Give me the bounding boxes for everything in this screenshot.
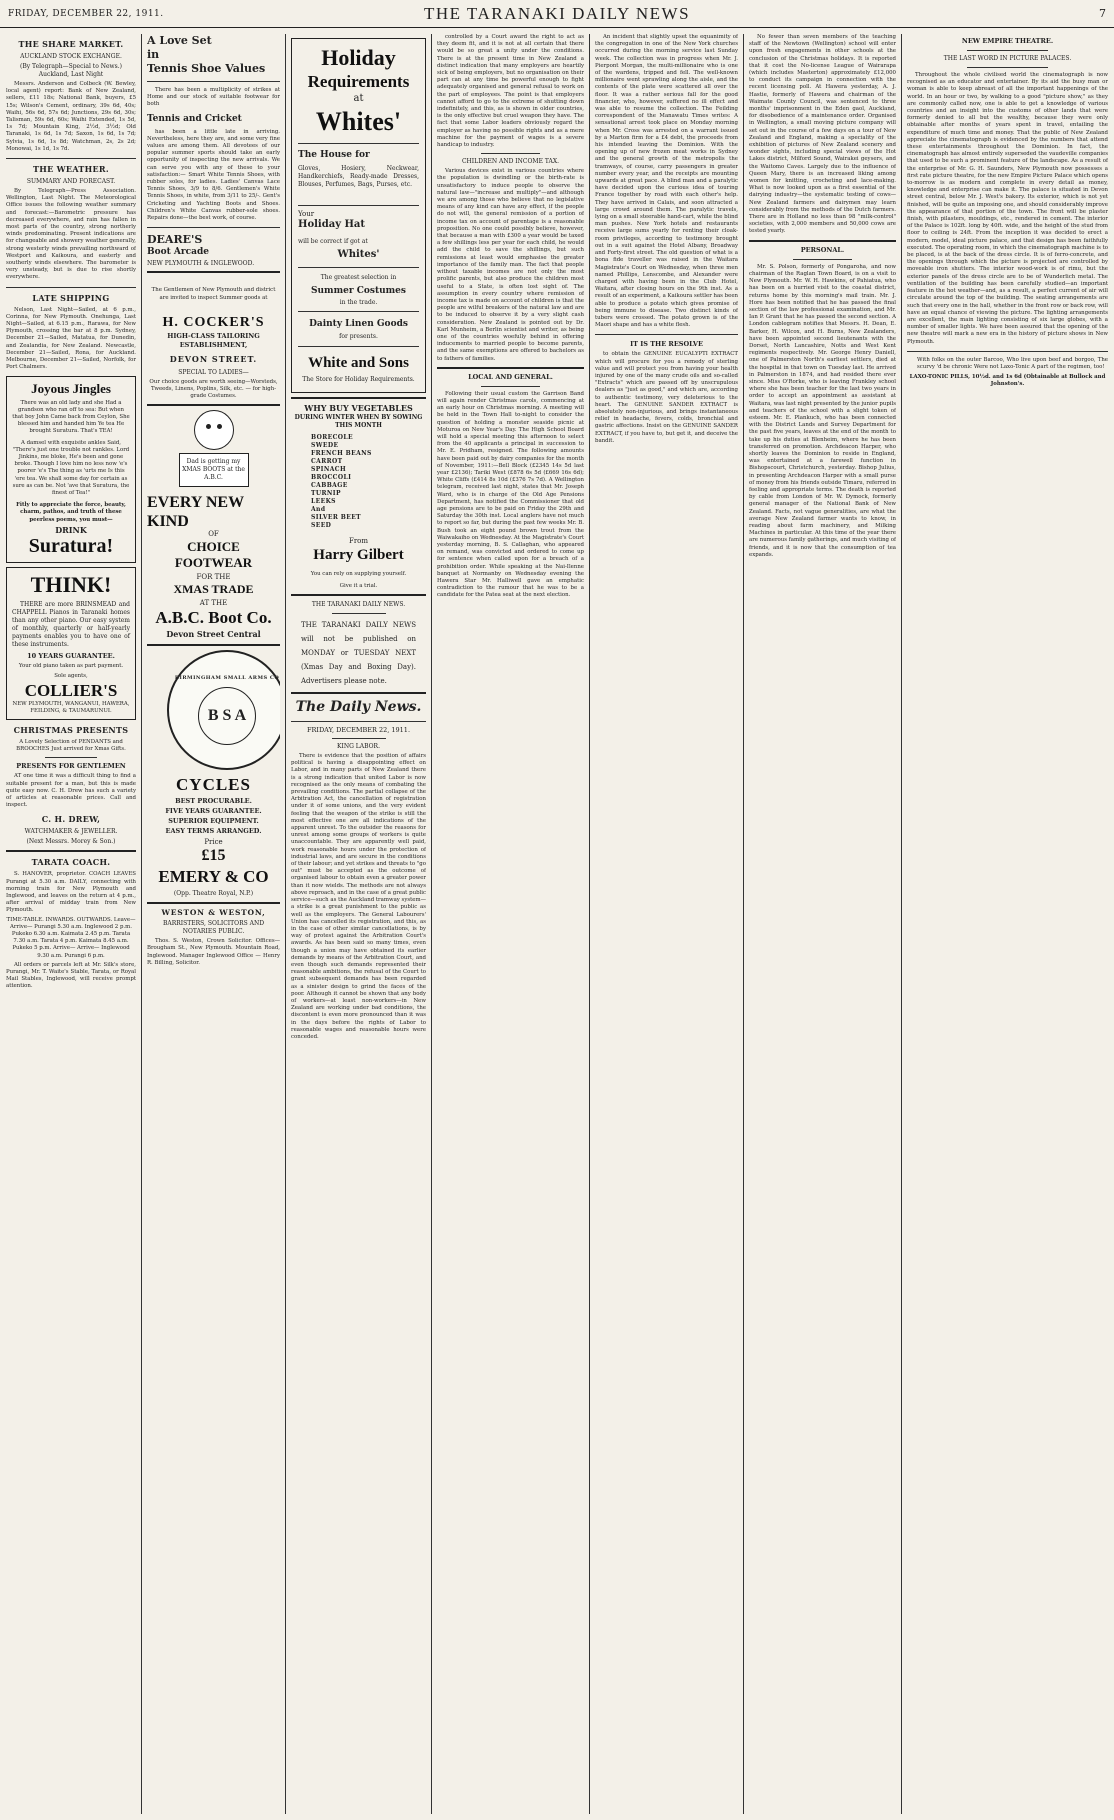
divider <box>907 351 1108 352</box>
harry-gilbert-name: Harry Gilbert <box>313 547 404 564</box>
bsa-guarantee: FIVE YEARS GUARANTEE. <box>165 807 262 816</box>
abc-every-new-kind: EVERY NEW KIND <box>147 494 244 531</box>
cricket-heading: Tennis and Cricket <box>147 113 242 124</box>
pianos-trade-in: Your old piano taken as part payment. <box>18 663 124 670</box>
seed-list-item: BROCCOLI <box>311 474 352 482</box>
tennis-heading-line: A Love Set <box>147 34 212 47</box>
cocker-special: SPECIAL TO LADIES— <box>178 368 249 376</box>
divider <box>967 50 1047 51</box>
deares-name: DEARE'S <box>147 233 203 247</box>
bsa-price: £15 <box>201 847 226 865</box>
tennis-heading-line: in <box>147 48 160 61</box>
boy-illustration-icon <box>194 410 234 450</box>
think-heading: THINK! <box>30 571 112 597</box>
column-rule <box>589 34 590 1814</box>
cricket-copy: has been a little late in arriving. Nevertheless, here they are, and some very fine values are among them. All devotees of our popular summer sports should take an early opportunity of inspecting the new arrivals. We can serve you with any of these to your satisfaction:— Smart White Tennis Shoes, with rubber soles, for ladies. Ladies' Canvas Lace Tennis Shoes, 3/9 to 8/6. Gentlemen's White Tennis Shoes, in white, from 3/11 to 25/-. Gent's Cricketing and Yachting Boots and Shoes. Children's White Canvas rubber-sole shoes. Repairs done—the best work, of course. <box>147 128 280 222</box>
cocker-name: H. COCKER'S <box>162 314 265 330</box>
shipping-report: Nelson, Last Night—Sailed, at 6 p.m., Corinna, for New Plymouth. Onehunga, Last Night—Sailed, at 6.15 p.m., Rarawa, for New Plymouth, crossing the bar at 8 p.m. Sydney, December 21—Sailed, Matatua, for Dunedin, and Zealandia, for New Zealand. Newcastle, December 21—Sailed, Rona, for Auckland. Melbourne, December 21—Sailed, Norfolk, for Port Chalmers. <box>6 306 136 371</box>
seed-list-item: CABBAGE <box>311 482 348 490</box>
colliers-towns: NEW PLYMOUTH, WANGANUI, HAWERA, FEILDING, & TAUMARUNUI. <box>12 700 130 714</box>
column-3 <box>291 34 426 1814</box>
seeds-tagline: You can rely on supplying yourself. <box>310 571 407 578</box>
tennis-heading-line: Tennis Shoe Values <box>147 62 266 75</box>
sander-extract-copy: to obtain the GENUINE EUCALYPTI EXTRACT which will procure for you a remedy of sterling value and will protect you from having your health injured by one of the many crude oils and so-called "Extracts" which are passed off by unscrupulous dealers as "just as good," and which are, according to authentic testimony, very deleterious to the heart. The GENUINE SANDER EXTRACT is absolutely non-injurious, and brings instantaneous relief in headache, fevers, colds, bronchial and gastric affections. Insist on the GENUINE SANDER EXTRACT, if you have to, but get it, and deceive the bandit. <box>595 351 738 444</box>
coach-service-copy: S. HANOVER, proprietor. COACH LEAVES Purangi at 5.30 a.m. DAILY, connecting with morning train for New Plymouth and Inglewood, and leaves on the return at 4 p.m., after arrival of midday train from New Plymouth. <box>6 871 136 914</box>
jingles-verse: A damsel with exquisite ankles Said, "There's just one trouble not rankles. Lord Jinkins, me bloke, He's been and gone broke. Though I love him no less now 'e's poorer 'e's The thing as 'urts me Is this 'ere tea. We shall some day for certain as sure as can be. Not 'ave that Suratura, the finest of Tea!" <box>12 439 130 496</box>
divider <box>291 594 426 596</box>
leader-continued: controlled by a Court award the right to act as they deem fit, and it is not at all certain that there would be so great a unity under the conditions. There is at the present time in New Zealand a distinct indication that many employers are heartily sick of being employers, but no organisation on their part can at any time be powerful enough to fight adequately organised and general refusal to work on the part of employees. The point is that employers cannot afford to go to the extreme of shutting down indefinitely, and this, as is shown in older countries, is the only effective but cruel weapon they have. The fact that some Labor leaders obviously regard the employer as having no possible rights and as a mere machine for the payment of wages is a severe handicap to industry. <box>437 34 584 149</box>
whites-advertisement <box>291 38 426 393</box>
drew-name: C. H. DREW, <box>41 814 101 825</box>
column-rule <box>141 34 142 1814</box>
whites-linen: Dainty Linen Goods <box>309 318 408 329</box>
bsa-logo-icon <box>167 650 280 770</box>
emery-name: EMERY & CO <box>158 867 269 887</box>
abc-boot-co-name: A.B.C. Boot Co. <box>155 608 272 628</box>
cocker-copy: Our choice goods are worth seeing—Worsteds, Tweeds, Linens, Poplins, Silk, etc. — for high-grade Costumes. <box>149 378 278 400</box>
column-rule <box>901 34 902 1814</box>
news-items: No fewer than seven members of the teaching staff of the Newtown (Wellington) school will enter upon fresh engagements in other schools at the conclusion of the Christmas holidays. It is reported that it cost the No-license League of Wairarapa (which includes Masterton) approximately £12,000 to conduct its campaign in connection with the recent licensing poll. At Hawera yesterday, A. J. Hastie, formerly of Hawera and chairman of the Waimate County Council, was sentenced to three months' imprisonment in the Eden gaol, Auckland, for disobedience of a maintenance order. Organised in Wellington, a small moving picture company will set out in the course of a few days on a tour of New Zealand and England, making a speciality of the exhibition of pictures of New Zealand scenery and wonder sights, including special views of the Hot Lakes district, Milford Sound, Wairakei geysers, and the Waitomo Caves. Largely due to the influence of Queen Mary, there is an increased liking among women for knitting, crocheting and lace-making. What is now looked upon as a first essential of the dairying industry—the systematic testing of cows—New Zealand farmers and dairymen may learn considerably from the methods of the Dutch farmers. There are in Holland no less than 98 "milk-control" societies, with 2,000 members and 50,000 cows are tested yearly. <box>749 34 896 235</box>
daily-news-nameplate: The Daily News. <box>295 698 422 715</box>
divider <box>298 311 419 312</box>
abc-footwear: FOOTWEAR <box>174 554 253 570</box>
divider <box>291 721 426 722</box>
pianos-guarantee: 10 YEARS GUARANTEE. <box>27 651 115 660</box>
seed-list-item: SWEDE <box>311 442 339 450</box>
page-number: 7 <box>1098 7 1106 20</box>
column-1 <box>6 34 136 1814</box>
income-tax-article: Various devices exist in various countries where the population is dwindling or the birth-rate is unsatisfactory to induce people to observe the natural law—"increase and multiply"—and although we are among those who believe that no legislative means of any kind can have any effect, if the people do not will, the general remission of a portion of income tax on account of parentage is a reasonable proposition. No one could possibly believe, however, that because a man with £300 a year would be taxed a few shillings less per year for each child, he would add the child to save the shillings, but such remissions at least would emphasise the greater importance of the family man. The fact that people without taxable incomes are not only the most prolific parents, but also produce the children most useful to a State, is often lost sight of. The assumption in every country where remission of income tax is made on account of children is that the people are wilful breakers of the natural law and are to be induced to observe it by a very slight cash consideration. New Zealand is pointed out by Dr. Karl Munheim, a Berlin scientist and writer, as being one of the countries woefully behind in offering inducements to married people to become parents, and the same exemptions are offered to bachelors as to fathers of families. <box>437 168 584 362</box>
holiday-notice-copy: THE TARANAKI DAILY NEWS will not be published on MONDAY or TUESDAY NEXT (Xmas Day and Boxing Day). Advertisers please note. <box>301 620 416 685</box>
whites-hat-copy: will be correct if got at <box>298 238 368 246</box>
divider <box>147 404 280 406</box>
column-4 <box>437 34 584 1814</box>
column-7 <box>907 34 1108 1814</box>
tennis-copy: There has been a multiplicity of strikes at Home and our stock of suitable footwear for both <box>147 87 280 108</box>
whites-name: Whites' <box>315 107 402 136</box>
share-market-byline: (By Telegraph—Special to News.) Auckland, Last Night <box>20 63 122 78</box>
divider <box>147 81 280 82</box>
pianos-agents-label: Sole agents, <box>54 673 88 680</box>
bsa-letters: B S A <box>198 687 256 745</box>
divider <box>298 346 419 347</box>
column-2 <box>147 34 280 1814</box>
seed-list-item: BORECOLE <box>311 434 353 442</box>
bsa-cycles-advertisement <box>147 650 280 898</box>
divider <box>332 738 386 739</box>
gilbert-seeds-advertisement <box>291 403 426 590</box>
local-general-heading: LOCAL AND GENERAL. <box>468 372 553 381</box>
divider <box>291 397 426 399</box>
white-and-sons-tagline: The Store for Holiday Requirements. <box>302 376 415 384</box>
divider <box>147 644 280 646</box>
theatre-subheading: THE LAST WORD IN PICTURE PALACES. <box>943 55 1072 62</box>
drew-address: (Next Messrs. Morey & Son.) <box>26 838 116 846</box>
whites-holiday-hat: Holiday Hat <box>298 219 366 231</box>
white-and-sons: White and Sons <box>308 355 409 372</box>
seeds-from: From <box>348 537 369 546</box>
weston-details: Thos. S. Weston, Crown Solicitor. Offices—Brougham St., New Plymouth. Mountain Road, Inglewood. Manager Inglewood Office — Henry R. Billing, Solicitor. <box>147 938 280 966</box>
whites-house-for: The House for <box>298 150 370 160</box>
abc-sign: Dad is getting my XMAS BOOTS at the A.B.C. <box>179 453 249 487</box>
whites-holiday: Holiday <box>321 45 396 70</box>
coach-timetable: TIME-TABLE. INWARDS. OUTWARDS. Leave— Arrive— Purangi 5.30 a.m. Inglewood 2 p.m. Pukeko 6.30 a.m. Kaimata 2.45 p.m. Tarata 7.30 a.m. Tarata 4 p.m. Kaimata 8.45 a.m. Pukeko 5 p.m. Arrive— Arrive— Inglewood 9.30 a.m. Purangi 6 p.m. <box>6 916 136 959</box>
whites-at: at <box>353 93 364 104</box>
cocker-subtitle: HIGH-CLASS TAILORING ESTABLISHMENT, <box>167 331 260 349</box>
drew-trade: WATCHMAKER & JEWELLER. <box>24 828 118 836</box>
divider <box>298 205 419 206</box>
xmas-presents-copy: A Lovely Selection of PENDANTS and BROOCHES Just arrived for Xmas Gifts. <box>16 738 126 753</box>
whites-costume-trade: in the trade. <box>339 298 378 306</box>
emery-address: (Opp. Theatre Royal, N.P.) <box>173 890 254 898</box>
leader-heading: KING LABOR. <box>337 743 380 751</box>
abc-of: OF <box>208 530 219 539</box>
abc-at-the: AT THE <box>199 598 228 607</box>
weather-report: By Telegraph—Press Association. Wellington, Last Night. The Meteorological Office issues the following weather summary and forecast:—Barometric pressure has decreased everywhere, and rain has fallen in most parts of the country, strong northerly winds predominating. Present indications are for changeable and showery weather generally, strong westerly winds prevailing northward of Westport and Kaikoura, and easterly and southerly winds elsewhere. The barometer is very unsteady, but is due to rise shortly everywhere. <box>6 188 136 281</box>
deares-subtitle: Boot Arcade <box>147 247 209 258</box>
tennis-heading <box>147 34 280 76</box>
divider <box>147 902 280 904</box>
divider <box>332 613 386 614</box>
divider <box>6 850 136 852</box>
bsa-equipment: SUPERIOR EQUIPMENT. <box>168 817 259 826</box>
suratura-advertisement <box>6 376 136 563</box>
divider <box>481 386 540 387</box>
shipping-heading: LATE SHIPPING <box>32 292 110 303</box>
jingles-tagline: Fitly to appreciate the force, beauty, charm, pathos, and truth of these peerless poems, you must— <box>16 502 126 523</box>
divider <box>291 692 426 694</box>
seeds-trial: Give it a trial. <box>339 582 378 589</box>
seed-list-item: SEED <box>311 522 332 530</box>
newspaper-title: THE TARANAKI DAILY NEWS <box>423 3 691 23</box>
column-rule <box>431 34 432 1814</box>
divider <box>147 271 280 273</box>
column-6 <box>749 34 896 1814</box>
seeds-heading: WHY BUY VEGETABLES <box>304 403 413 414</box>
divider <box>298 267 419 268</box>
resolve-heading: IT IS THE RESOLVE <box>630 340 703 349</box>
leader-article: There is evidence that the position of affairs political is having a disappointing effect on Labor, and in many parts of New Zealand there is a strong indication that united Labor is now recognised as the only means of combating the prevailing conditions. The partial collapse of the Arbitration Act, the cancellation of registration under it of some unions, and the very evident feeling that the weapon of the strike is still the most effective one are all indications of the apparent unrest. To the outsider the reasons for unrest among some groups of workers is quite unaccountable. They are apparently well paid, work reasonable hours under the protection of industrial laws, and are secure in the conditions of their labour; and yet strikes and threats to "go out" must be accepted as the outcome of organised labour to obtain even a greater power than it now wields. The methods are not always above reproach, and in the case of a great public service—such as the Auckland tramway system—a strike is a great punishment to the public as well as the employers. The General Labourers' Union has cancelled its registration, and this, as in the case of other similar cancellations, is by way of protest against the Arbitration Court's awards. As has been said so many times, even though a union may have obtained its earlier demands by means of the Arbitration Court, and even though such demands represented their reasonable ambitions, the refusal of the Court to grant subsequent demands has been regarded as a sinister design to grind the faces of the poor. Although it cannot be shown that any body of workers—at least non-workers—in New Zealand are working under bad conditions, the discontent is even more pronounced than it was in the days before the rights of Labor to reasonable wages and reasonable hours were conceded. <box>291 753 426 1040</box>
pianos-advertisement <box>6 567 136 720</box>
holiday-notice-heading: THE TARANAKI DAILY NEWS. <box>311 600 406 608</box>
jingles-heading: Joyous Jingles <box>31 380 111 396</box>
share-market-report: Messrs. Anderson and Colbeck (W. Bewley, local agent) report: Bank of New Zealand, sellers, £11 18s; National Bank, buyers, £5 15s; Wilson's Cement, ordinary, 39s 6d, 40s; Waihi, 56s 6d, 57s 6d; Junctions, 29s 6d, 30s; Talisman, 59s 6d, 60s; Waihi Extended, 1s 5d, 1s 7d; Mountain King, 2½d, 3½d; Old Taranaki, 1s 6d, 1s 7d; Saxon, 1s 6d, 1s 7d; Sylvia, 1s 6d, 1s 8d; Watchman, 2s, 2s 2d; Monowai, 1s 1d, 1s 7d. <box>6 81 136 152</box>
divider <box>298 143 419 144</box>
abc-boot-advertisement <box>147 410 280 640</box>
share-market-subheading: AUCKLAND STOCK EXCHANGE. <box>20 53 122 60</box>
divider <box>6 158 136 159</box>
seed-list-item: And <box>311 506 326 514</box>
xmas-presents-heading: CHRISTMAS PRESENTS <box>13 724 129 735</box>
gentlemen-presents-heading: PRESENTS FOR GENTLEMEN <box>16 762 126 771</box>
laxo-tonic-verse: With folks on the outer Barcoo, Who live upon beef and borgoo, The scurvy 'd be chronic Were not Laxo-Tonic A part of the regimen, too! <box>917 356 1108 370</box>
gentlemen-presents-copy: AT one time it was a difficult thing to find a suitable present for a man, but this is made quite easy now. C. H. Drew has such a variety of articles at reasonable prices. Call and inspect. <box>6 773 136 809</box>
whites-requirements: Requirements <box>307 72 410 91</box>
colliers-brand: COLLIER'S <box>24 680 118 700</box>
weston-trade: BARRISTERS, SOLICITORS AND NOTARIES PUBLIC. <box>162 920 265 936</box>
whites-name-small: Whites' <box>337 249 380 261</box>
divider <box>481 153 540 154</box>
jingles-verse: There was an old lady and she Had a grandson who ran off to sea: But when that boy John Came back from Ceylon, She blessed him and handed him Ye tea He brought Suratura. That's TEA! <box>12 399 130 435</box>
masthead <box>0 0 1114 28</box>
column-rule <box>285 34 286 1814</box>
divider <box>595 334 738 335</box>
column-5 <box>595 34 738 1814</box>
divider <box>6 287 136 288</box>
seed-list-item: CARROT <box>311 458 343 466</box>
seed-list <box>311 434 426 530</box>
abc-choice: CHOICE <box>187 538 240 554</box>
cocker-street: DEVON STREET. <box>169 353 258 364</box>
bsa-terms: EASY TERMS ARRANGED. <box>165 827 262 836</box>
abc-for-the: FOR THE <box>196 572 231 581</box>
whites-summer-costumes: Summer Costumes <box>311 285 406 296</box>
bsa-best: BEST PROCURABLE. <box>175 797 252 806</box>
seed-list-item: SILVER BEET <box>311 514 362 522</box>
divider <box>437 367 584 369</box>
seed-list-item: SPINACH <box>311 466 347 474</box>
weather-subheading: SUMMARY AND FORECAST. <box>26 178 116 186</box>
weather-heading: THE WEATHER. <box>33 164 109 175</box>
bsa-price-label: Price <box>204 838 223 847</box>
bsa-ring-text: BIRMINGHAM SMALL ARMS CO <box>174 675 280 682</box>
abc-street: Devon Street Central <box>166 629 261 640</box>
whites-goods-list: Gloves, Hosiery, Neckwear, Handkerchiefs, Ready-made Dresses, Blouses, Perfumes, Bags, Purses, etc. <box>298 165 419 188</box>
seed-list-item: LEEKS <box>311 498 336 506</box>
income-tax-heading: CHILDREN AND INCOME TAX. <box>461 158 560 166</box>
coach-footer: All orders or parcels left at Mr. Silk's store, Purangi, Mr. T. Waite's Stable, Tarata, or Royal Mail Stables, Inglewood, will receive prompt attention. <box>6 961 136 990</box>
drink-label: DRINK <box>55 524 87 535</box>
divider <box>45 757 97 758</box>
leader-dateline: FRIDAY, DECEMBER 22, 1911. <box>306 725 411 734</box>
local-general-items: Following their usual custom the Garrison Band will again render Christmas carols, commencing at an early hour on Christmas morning. A meeting will be held in the Town Hall to-night to consider the question of holding a monster seaside picnic at Moturoa on New Year's Day. The High School Board will hold a special meeting this afternoon to select from the 40 applicants a principal in succession to Mr. E. Pridham, resigned. The following amounts have been paid out by dairy companies for the month of November, 1911:—Bell Block (£2345 14s 5d last year £2136); Tariki West (£878 6s 5d (£669 16s 6d); White Cliffs (£414 8s 10d (£376 7s 7d). A Wellington telegram, received last night, states that Mr. Joseph Ward, who is in charge of the Old Age Pensions Department, has notified the Commissioner that old age pensions are to be paid on Friday the 29th and Saturday the 30th inst. Local anglers have not much to report so far, but during the past few weeks Mr. B. Bush took an eight pound brown trout from the Waiwakaiho on Wednesday. At the Magistrate's Court yesterday morning, B. S. Callaghan, who appeared on remand, was convicted and ordered to come up for sentence when called upon for a breach of a prohibition order. While speaking at the Nai-Ilenne banquet at Normanby on Wednesday evening the Hawera Star Mr. Halliwell gave an emphatic contradiction to the rumour that he was to be a candidate for the Patea seat at the next election. <box>437 390 584 599</box>
whites-linen-for: for presents. <box>339 332 378 340</box>
personal-items: Mr. S. Polson, formerly of Pongaroha, and now chairman of the Raglan Town Board, is on a visit to New Plymouth. Mr. W. H. Hawkins, of Pahiatua, who has been on a hurried visit to the coastal district, returns home by this morning's mail train. Mr. J. Hore has been notified that he has passed the final section of the law professional examination, and Mr. Ian P. Grant that he has passed the second section. A London cablegram notifies that Messrs. H. Dean, E. Barker, H. Wilcox, and H. Burns, New Zealanders, have been appointed second lieutenants with the Dorset, North Lancashire, Notts and West Kent regiments respectively. Mr. George Henry Daniell, one of Palmerston North's earliest settlers, died at the hospital in that town on Tuesday last. He arrived in Palmerston in 1874, and had resided there ever since. Miss O'Rorke, who is leaving Frankley school where she has been teacher for the last two years in order to accept an appointment as assistant at Waitara, was last night presented by the junior pupils and teachers of the school with a slight token of esteem. Mr. E. Plankuch, who has been connected with the District Lands and Survey Department for the past five years, leaves at the end of the month to take up his duties at Blenheim, where he has been transferred on promotion. Archdeacon Harper, who shortly leaves the Dominion to reside in England, was entertained at a farewell function in Bishopscourt, Christchurch, yesterday. Bishop Julius, in presenting Archdeacon Harper with a small purse of money from his friends outside Timaru, referred in feeling and appropriate terms. The death is reported by cable from London of Mr. W. Dymock, formerly general manager of the National Bank of New Zealand. Facts, not vague generalities, are what the average New Zealand farmer wants to know, in reading about farm machinery, and Milking Machines in particular. At this time of the year there are numerous family gatherings, and much visiting of friends, and it is now that the consumption of tea expands. <box>749 263 896 558</box>
bsa-cycles: CYCLES <box>176 775 251 795</box>
share-market-heading: THE SHARE MARKET. <box>18 39 124 49</box>
news-items: An incident that slightly upset the equanimity of the congregation in one of the New York churches occurred during the morning service last Sunday week. The collection was in progress when Mr. J. Pierpont Morgan, the multi-millionaire who is one of the wardens, tripped and fell. The well-known millionaire went sprawling along the aisle, and the contents of the plate were scattered all over the floor. It was a rather serious fall for the good financier, who, however, suffered no ill effect and was able to resume the collection. The Feilding correspondent of the Manawatu Times writes: A sensational arrest took place on Monday morning when Mr. Cross was arrested on a warrant issued by a Marton firm for a £4 debt, the proceeds from his intended leaving the Dominion. With the opening up of new frozen meat works in Sydney and the general growth of the metropolis the tramways, of course, carry passengers in greater number every year, and the receipts are mounting upwards at great pace. A blind man and a paralytic have decided upon the curious idea of touring France together by road with each other's help. They have arrived in Calais, and soon attracted a large crowd around them. The paralytic travels, lying on a small steerable hand-cart, while the blind man pushes. New York hotels and restaurants receive large sums yearly for renting their cloak-room privileges, according to testimony brought out in a suit against the Hotel Albany, Broadway and Forty-first street. The old question of what is a bona fide traveller was raised in the Waitara Magistrate's Court on Wednesday, when three men named Phillips, Lenscombe, and Alexander were charged with having been in the Club Hotel, Waitara, after closing hours on the 9th inst. As a result of an experiment, a Kaikoura settler has been able to produce a potato which gives promise of being immune to disease. Two distinct kinds of tubers were crossed. The potato grown is of the Maori shape and has a white flesh. <box>595 34 738 329</box>
cocker-intro: The Gentlemen of New Plymouth and district are invited to inspect Summer goods at <box>151 287 276 301</box>
seed-list-item: FRENCH BEANS <box>311 450 372 458</box>
divider <box>967 67 1047 68</box>
whites-costume-intro: The greatest selection in <box>320 274 397 282</box>
seeds-subheading: DURING WINTER WHEN BY SOWING THIS MONTH <box>294 414 423 430</box>
coach-heading: TARATA COACH. <box>31 857 111 868</box>
pianos-copy: THERE are more BRINSMEAD and CHAPPELL Pianos in Taranaki homes than any other piano. Our easy system of monthly, quarterly or half-yearly payments enables you to have one of these instruments. <box>12 600 130 648</box>
laxo-tonic-ad: LAXO-TONIC PILLS, 10½d. and 1s 6d (Obtainable at Bullock and Johnston's. <box>909 374 1106 388</box>
weston-name: WESTON & WESTON, <box>161 908 266 918</box>
suratura-brand: Suratura! <box>28 534 114 557</box>
deares-towns: NEW PLYMOUTH & INGLEWOOD. <box>147 260 255 268</box>
whites-your: Your <box>298 210 315 218</box>
theatre-heading: NEW EMPIRE THEATRE. <box>961 37 1054 45</box>
divider <box>147 227 280 228</box>
seed-list-item: TURNIP <box>311 490 341 498</box>
issue-date: FRIDAY, DECEMBER 22, 1911. <box>8 8 164 19</box>
column-rule <box>743 34 744 1814</box>
divider <box>749 240 896 242</box>
abc-xmas-trade: XMAS TRADE <box>173 581 254 596</box>
personal-heading: PERSONAL. <box>800 245 845 254</box>
theatre-article: Throughout the whole civilised world the cinematograph is now recognised as an educator and entertainer. By its aid the busy man or woman is able to keep abreast of all the important happenings of the world. In an hour or two, by walking to a good "picture show," as they are commonly called now, one is able to get a knowledge of various countries and an insight into the customs of other lands that were formerly denied to all but the wealthy, because they were only obtainable after months of years spent in travel, entailing the expenditure of much time and money. That the public of New Zealand appreciate the cinematograph is evidenced by the numbers that attend these entertainments throughout the Dominion. In fact, the cinematograph has almost entirely superseded the vaudeville companies that used to be such a prominent feature of the landscape. As a result of the enterprise of Mr. G. H. Saunders, New Plymouth now possesses a first rate picture theatre, for the new Empire Picture Palace which opens to-morrow is as modern and complete in every detail as money, knowledge and enterprise can make it. The palace is situated in Devon street central, below Mr. J. West's bakery. Its exterior, which is not yet finished, will be quite an imposing one, and should considerably improve the appearance of that portion of the town. The front will be plaster finish, with pilasters, mouldings, etc., rendered in cement. The interior of the Palace is 102ft. long by 40ft. wide, and the height of the stud from floor to ceiling is 24ft. From the inception it was decided to erect a modern, model, ideal picture palace, and that design has been faithfully executed. The operating room, in which the cinematograph machine is to be placed, is at the back of the dress circle. It is of ferro-concrete, and the openings through which the picture is projected are controlled by moveable iron shutters. The interior wood-work is of rimu, but the exterior panels of the dress circle are to be of Wunderlich metal. The ventilation of the building has been carefully studied—an important feature in the hot weather—and, as a result, a perfect current of air will circulate around the top of the building. The seating arrangements are such that every one in the hall, whether in the front row or back row, will have an equal chance of viewing the picture. The lighting arrangements are excellent, the main lighting consisting of six large globes, with a number of smaller lights. We have been assured that the opening of the new theatre will mark a new era in the history of picture shows in New Plymouth. <box>907 72 1108 345</box>
divider <box>793 259 852 260</box>
